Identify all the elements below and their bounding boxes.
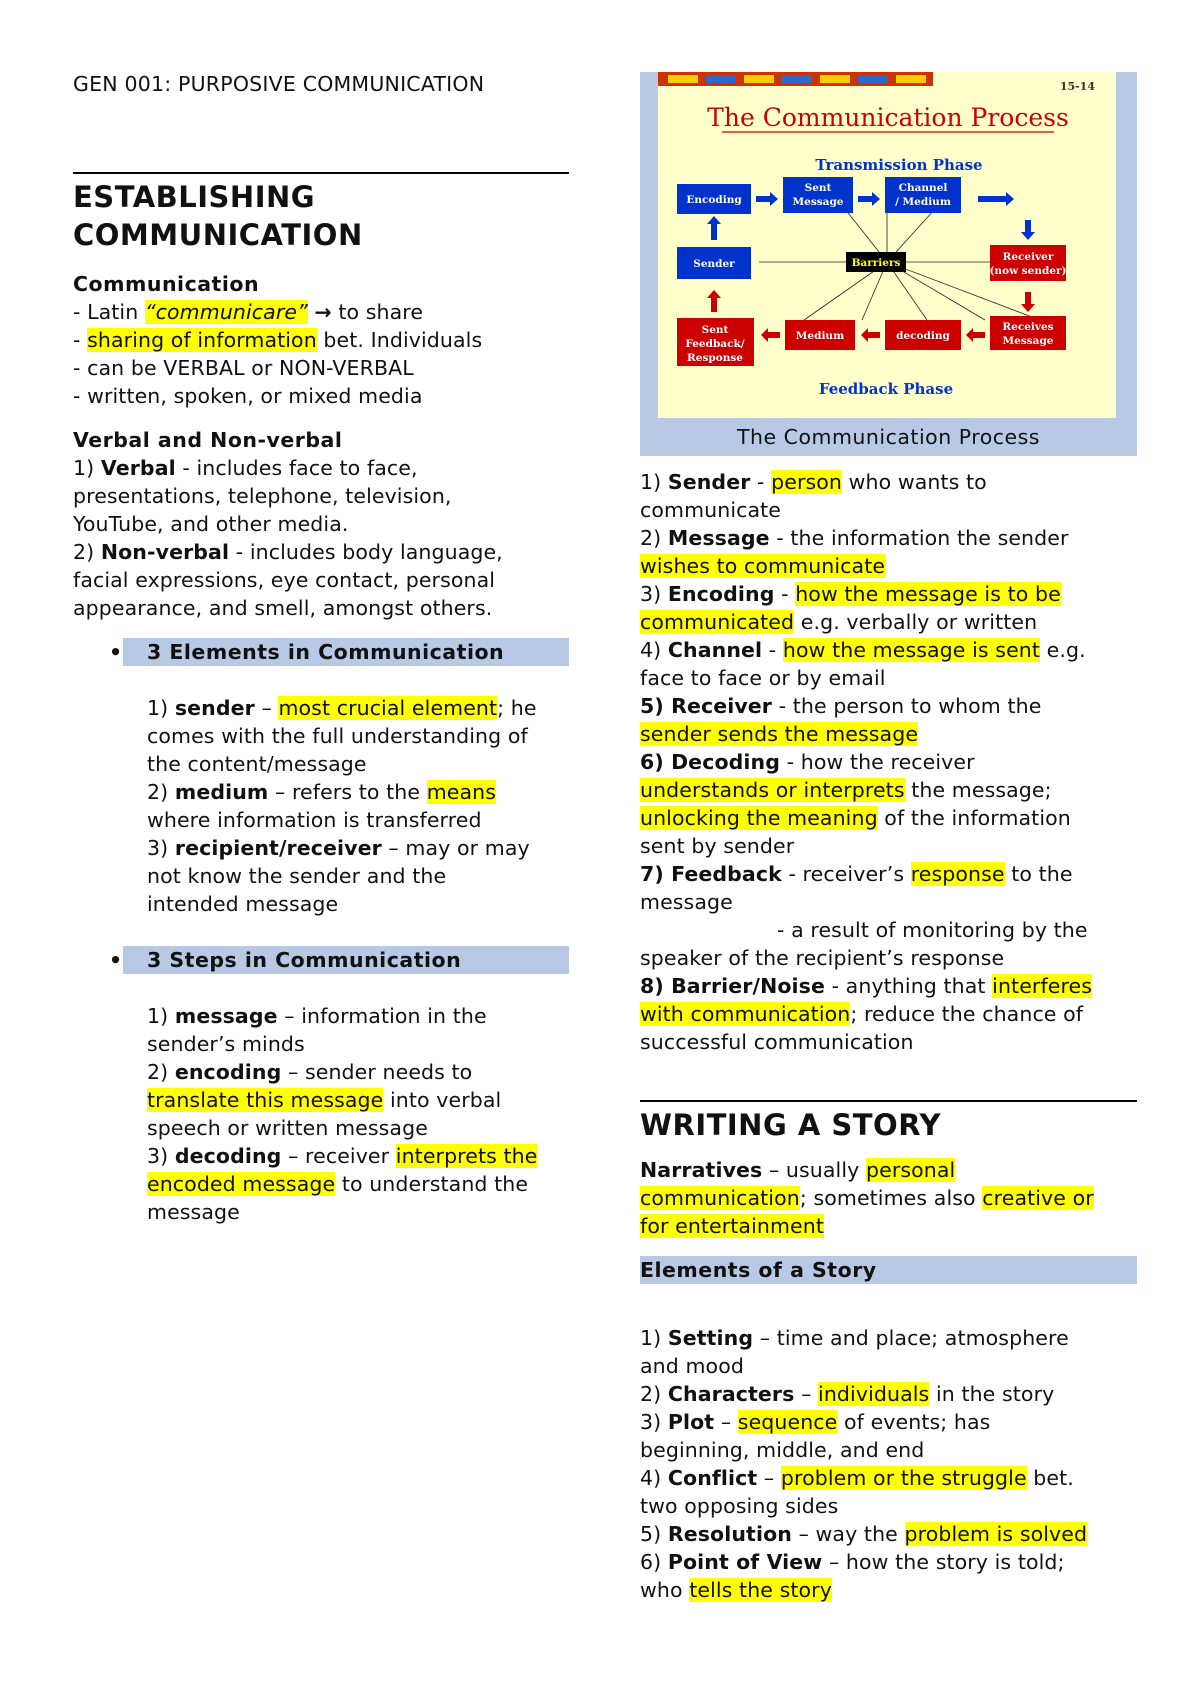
term: message: [174, 1004, 278, 1028]
text: of the information: [877, 806, 1071, 830]
text: of events; has: [837, 1410, 991, 1434]
receiver-label: (now sender): [989, 265, 1067, 277]
number: 4): [640, 1466, 668, 1490]
term: Encoding: [667, 582, 775, 606]
term: Channel: [667, 638, 763, 662]
term: Sender: [667, 470, 751, 494]
sent-feedback-label: Response: [687, 352, 743, 364]
list-item-line: [640, 1000, 1137, 1028]
text: to the: [1004, 862, 1073, 886]
highlight: personal: [866, 1158, 956, 1182]
highlight: “communicare”: [144, 300, 308, 324]
list-item-line: the content/message: [147, 752, 367, 776]
list-item: [640, 1324, 1137, 1352]
slide-decoration-pattern: [668, 75, 926, 83]
term: Verbal: [100, 456, 176, 480]
highlight: person: [771, 470, 843, 494]
number: 1): [147, 1004, 175, 1028]
medium-label: Medium: [795, 330, 845, 342]
text: –: [794, 1382, 819, 1406]
list-item: [640, 748, 1137, 776]
verbal-nonverbal-list: [73, 454, 569, 622]
number: 6): [640, 1550, 668, 1574]
steps-heading: 3 Steps in Communication: [147, 948, 462, 972]
list-item-line: sent by sender: [640, 834, 795, 858]
list-item: [73, 538, 569, 566]
highlight: interprets the: [395, 1144, 538, 1168]
sent-feedback-label: Feedback/: [685, 338, 745, 350]
highlight: individuals: [818, 1382, 930, 1406]
list-item-line: intended message: [147, 892, 339, 916]
section-divider: [640, 1100, 1137, 1102]
story-elements-list: [640, 1324, 1137, 1604]
narratives-line: [640, 1184, 1137, 1212]
text: - the information the sender: [769, 526, 1069, 550]
term: Characters: [667, 1382, 795, 1406]
number: 5): [640, 1522, 668, 1546]
number: 1): [147, 696, 175, 720]
text: – may or may: [381, 836, 530, 860]
figure-caption: The Communication Process: [736, 425, 1040, 449]
narratives-definition: [640, 1156, 1137, 1240]
list-item-line: presentations, telephone, television,: [73, 484, 452, 508]
number: 1): [640, 1326, 668, 1350]
list-item-line: sender’s minds: [147, 1032, 305, 1056]
term: 7) Feedback: [640, 862, 782, 886]
sent-feedback-label: Sent: [701, 324, 729, 336]
highlight: communicated: [640, 610, 795, 634]
receives-message-label: Message: [1002, 335, 1054, 347]
list-item: [640, 468, 1137, 496]
list-item: [640, 1520, 1137, 1548]
number: 3): [147, 836, 175, 860]
text: e.g.: [1040, 638, 1086, 662]
text: - the person to whom the: [772, 694, 1042, 718]
highlight: means: [426, 780, 497, 804]
text: bet. Individuals: [316, 328, 483, 352]
text: -: [750, 470, 772, 494]
text: the message;: [904, 778, 1052, 802]
term: medium: [174, 780, 269, 804]
encoding-label: Encoding: [686, 194, 742, 206]
list-item-line: [640, 720, 1137, 748]
list-item-line: [640, 804, 1137, 832]
highlight: encoded message: [147, 1172, 336, 1196]
text: to understand the: [335, 1172, 529, 1196]
list-item-line: beginning, middle, and end: [640, 1438, 925, 1462]
title-line: COMMUNICATION: [73, 218, 363, 252]
text: - how the receiver: [780, 750, 975, 774]
term: Setting: [667, 1326, 754, 1350]
term: 6) Decoding: [640, 750, 780, 774]
text: to share: [331, 300, 424, 324]
text: – information in the: [277, 1004, 487, 1028]
bullet-icon: •: [73, 638, 123, 666]
list-item: [640, 972, 1137, 1000]
list-item-line: message: [147, 1200, 240, 1224]
right-column: [640, 0, 1137, 1604]
slide-number: 15-14: [1059, 80, 1095, 93]
communication-process-diagram: [640, 72, 1137, 422]
text: in the story: [929, 1382, 1055, 1406]
list-item: [640, 692, 1137, 720]
list-item-line: face to face or by email: [640, 666, 886, 690]
text: – sender needs to: [281, 1060, 473, 1084]
highlight: for entertainment: [640, 1214, 824, 1238]
sent-message-label: Sent: [804, 182, 832, 194]
process-list: [640, 468, 1137, 1056]
verbal-nonverbal-heading: Verbal and Non-verbal: [73, 428, 343, 452]
number: 2): [147, 780, 175, 804]
highlight: problem or the struggle: [780, 1466, 1027, 1490]
list-item-line: [147, 1086, 569, 1114]
receives-message-label: Receives: [1002, 321, 1054, 333]
list-item-line: two opposing sides: [640, 1494, 839, 1518]
sent-message-label: Message: [792, 196, 844, 208]
communication-definition: [73, 298, 569, 410]
term: Non-verbal: [100, 540, 230, 564]
list-item-line: comes with the full understanding of: [147, 724, 528, 748]
term: Conflict: [667, 1466, 758, 1490]
list-item: [640, 860, 1137, 888]
term: Narratives: [640, 1158, 763, 1182]
bullet-icon: •: [73, 946, 123, 974]
text: who: [640, 1578, 690, 1602]
text: into verbal: [383, 1088, 502, 1112]
number: 2): [73, 540, 101, 564]
story-elements-heading: Elements of a Story: [640, 1256, 1137, 1284]
comm-line-sharing: [73, 326, 569, 354]
highlight: wishes to communicate: [640, 554, 886, 578]
list-item: [640, 1464, 1137, 1492]
steps-heading-bar: [110, 946, 569, 974]
left-column: [73, 0, 569, 1226]
list-item-line: and mood: [640, 1354, 744, 1378]
list-item-line: not know the sender and the: [147, 864, 447, 888]
comm-line-verbal: - can be VERBAL or NON-VERBAL: [73, 356, 414, 380]
text: - Latin: [73, 300, 145, 324]
list-item: [640, 524, 1137, 552]
text: bet.: [1026, 1466, 1074, 1490]
highlight: interferes: [992, 974, 1093, 998]
list-item-line: message: [640, 890, 733, 914]
list-item: [73, 454, 569, 482]
elements-list: [147, 694, 569, 918]
text: –: [757, 1466, 781, 1490]
text: ; he: [497, 696, 537, 720]
text: – receiver: [281, 1144, 396, 1168]
text: – how the story is told;: [822, 1550, 1065, 1574]
list-item: [640, 1380, 1137, 1408]
highlight: sender sends the message: [640, 722, 919, 746]
list-item-line: facial expressions, eye contact, personal: [73, 568, 496, 592]
list-item: [147, 1058, 569, 1086]
narratives-line: [640, 1156, 1137, 1184]
list-item-line: [640, 776, 1137, 804]
text: ; reduce the chance of: [850, 1002, 1084, 1026]
channel-label: / Medium: [895, 196, 951, 208]
feedback-phase-label: Feedback Phase: [818, 380, 954, 398]
text: –: [254, 696, 279, 720]
highlight: understands or interprets: [640, 778, 905, 802]
term: sender: [174, 696, 255, 720]
text: – time and place; atmosphere: [753, 1326, 1069, 1350]
communication-heading: Communication: [73, 272, 260, 296]
number: 1): [73, 456, 101, 480]
list-item: [640, 1548, 1137, 1576]
highlight: tells the story: [689, 1578, 832, 1602]
list-item: [147, 694, 569, 722]
highlight: creative or: [982, 1186, 1094, 1210]
list-item-line: [640, 552, 1137, 580]
highlight: sequence: [737, 1410, 838, 1434]
document-title: GEN 001: PURPOSIVE COMMUNICATION: [73, 72, 485, 96]
comm-line-media: - written, spoken, or mixed media: [73, 384, 423, 408]
highlight: how the message is sent: [782, 638, 1041, 662]
text: -: [73, 328, 88, 352]
narratives-line: [640, 1212, 1137, 1240]
highlight: response: [910, 862, 1005, 886]
number: 2): [640, 1382, 668, 1406]
term: recipient/receiver: [174, 836, 382, 860]
term: Point of View: [667, 1550, 823, 1574]
sender-label: Sender: [693, 258, 735, 270]
list-item: [147, 1002, 569, 1030]
term: decoding: [174, 1144, 282, 1168]
channel-label: Channel: [898, 182, 948, 194]
section-divider: [73, 172, 569, 174]
text: – usually: [762, 1158, 866, 1182]
list-item: [640, 1408, 1137, 1436]
highlight: problem is solved: [904, 1522, 1088, 1546]
list-item-line: appearance, and smell, amongst others.: [73, 596, 493, 620]
term: 8) Barrier/Noise: [640, 974, 825, 998]
decoding-label: decoding: [896, 330, 950, 342]
term: Resolution: [667, 1522, 792, 1546]
text: -: [762, 638, 783, 662]
elements-heading: 3 Elements in Communication: [147, 640, 505, 664]
slide-title: The Communication Process: [707, 103, 1069, 132]
list-item-line: communicate: [640, 498, 782, 522]
list-item-line: where information is transferred: [147, 808, 482, 832]
text: ; sometimes also: [799, 1186, 983, 1210]
text: - includes body language,: [229, 540, 503, 564]
text: - includes face to face,: [175, 456, 418, 480]
term: 5) Receiver: [640, 694, 773, 718]
term: encoding: [174, 1060, 282, 1084]
number: 2): [147, 1060, 175, 1084]
highlight: most crucial element: [278, 696, 498, 720]
list-item-line: speaker of the recipient’s response: [640, 946, 1005, 970]
text: – way the: [791, 1522, 905, 1546]
text: – refers to the: [268, 780, 427, 804]
section-title-establishing: [73, 178, 569, 254]
comm-line-latin: [73, 298, 569, 326]
barriers-label: Barriers: [851, 257, 901, 269]
term: Message: [667, 526, 770, 550]
list-item-line: [640, 608, 1137, 636]
text: -: [774, 582, 796, 606]
communication-process-figure: [640, 72, 1137, 456]
arrow-icon: →: [314, 300, 332, 324]
list-item: [147, 1142, 569, 1170]
text: e.g. verbally or written: [794, 610, 1038, 634]
title-line: ESTABLISHING: [73, 180, 316, 214]
number: 2): [640, 526, 668, 550]
text: - anything that: [824, 974, 993, 998]
list-item: [640, 580, 1137, 608]
highlight: translate this message: [147, 1088, 384, 1112]
number: 4): [640, 638, 668, 662]
list-item-line: [640, 1576, 1137, 1604]
list-item: [640, 636, 1137, 664]
list-item-line: [147, 1170, 569, 1198]
text: who wants to: [842, 470, 987, 494]
list-item: [147, 834, 569, 862]
list-item-line: speech or written message: [147, 1116, 428, 1140]
number: 3): [640, 1410, 668, 1434]
term: Plot: [667, 1410, 715, 1434]
highlight: sharing of information: [87, 328, 317, 352]
transmission-phase-label: Transmission Phase: [815, 156, 983, 174]
list-item-line: successful communication: [640, 1030, 914, 1054]
highlight: how the message is to be: [795, 582, 1061, 606]
highlight: with communication: [640, 1002, 851, 1026]
number: 3): [147, 1144, 175, 1168]
section-title-writing-story: WRITING A STORY: [640, 1108, 941, 1142]
receiver-label: Receiver: [1002, 251, 1054, 263]
steps-list: [147, 1002, 569, 1226]
list-item-line: YouTube, and other media.: [73, 512, 349, 536]
elements-heading-bar: [110, 638, 569, 666]
text: - receiver’s: [781, 862, 911, 886]
list-item-line: - a result of monitoring by the: [777, 918, 1088, 942]
list-item: [147, 778, 569, 806]
highlight: communication: [640, 1186, 800, 1210]
number: 1): [640, 470, 668, 494]
text: –: [714, 1410, 738, 1434]
highlight: unlocking the meaning: [640, 806, 878, 830]
number: 3): [640, 582, 668, 606]
